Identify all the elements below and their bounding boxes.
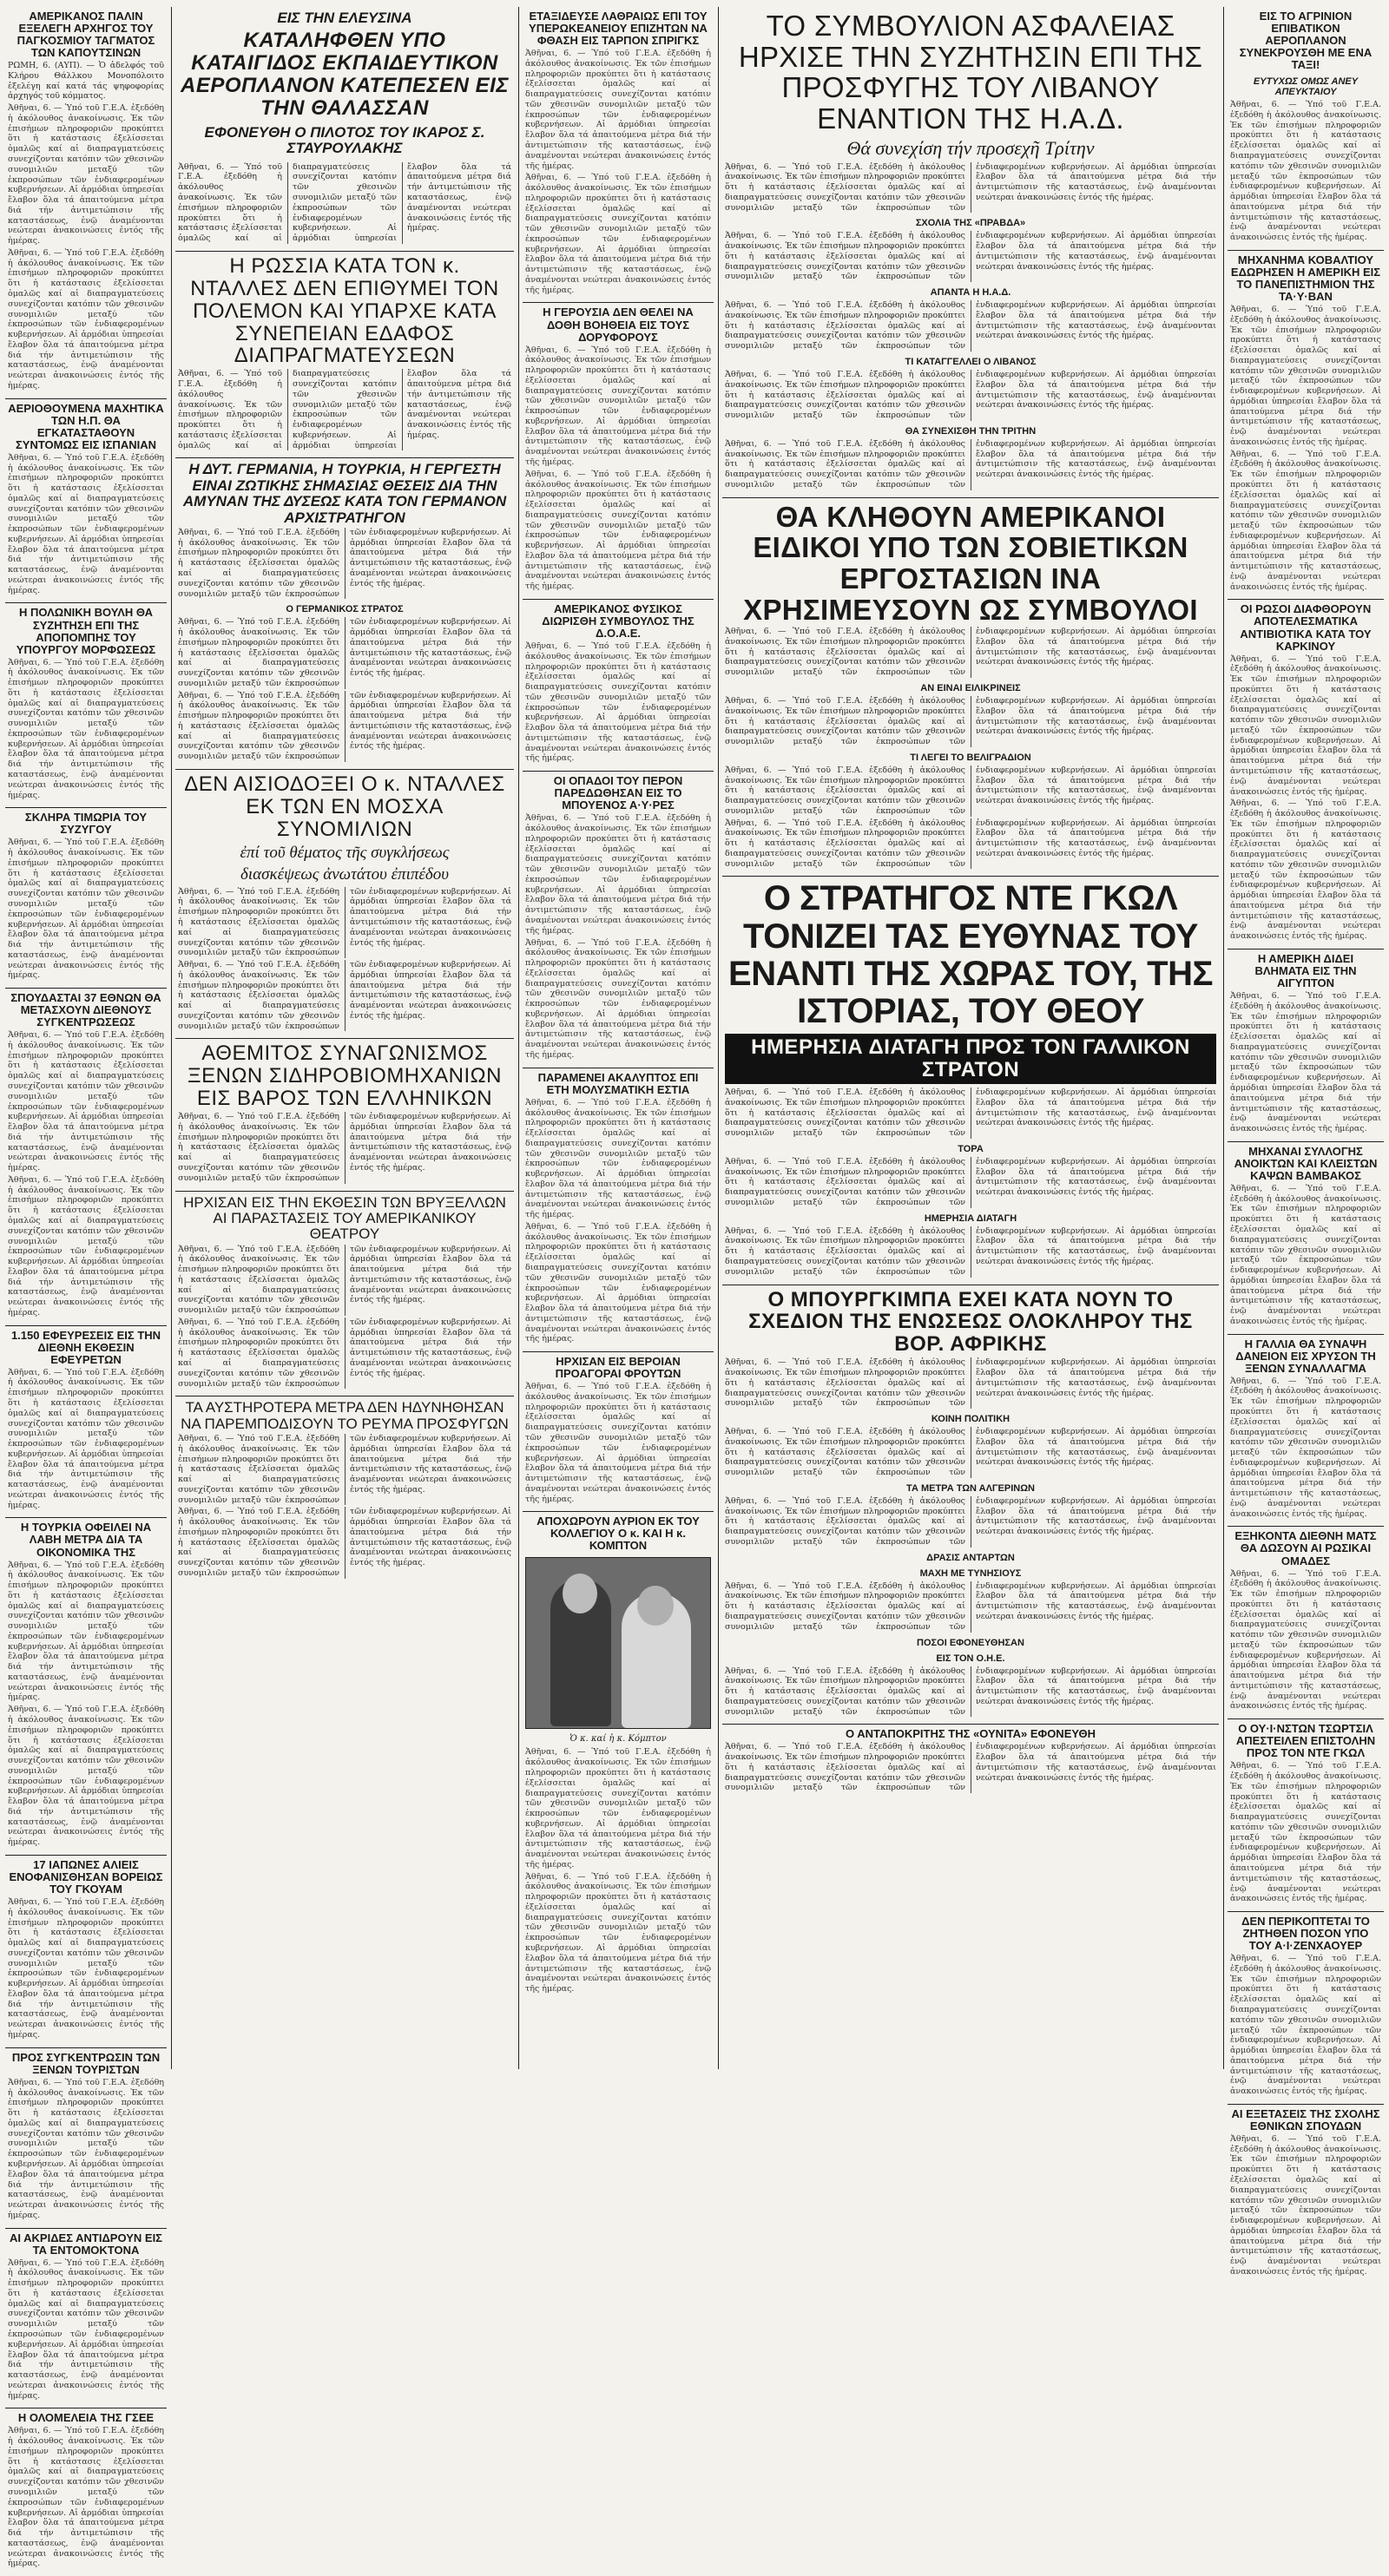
- headline: 1.150 ΕΦΕΥΡΕΣΕΙΣ ΕΙΣ ΤΗΝ ΔΙΕΘΝΗ ΕΚΘΕΣΙΝ ΕΦΕΥΡΕΤΩΝ: [10, 1328, 161, 1366]
- article-brussels: [175, 1192, 514, 1397]
- article-body: Ἀθῆναι, 6. — Ὑπό τοῦ Γ.Ε.Α. ἐξεδόθη ἡ ἀκόλουθος ἀνακοίνωσις. Ἐκ τῶν ἐπισήμων πληροφοριῶν προκύπτει ὅτι ἡ κατάστασις ἐξελίσσεται ὁμαλῶς καί αἱ διαπραγματεύσεις συνεχίζονται κατόπιν τῶν χθεσινῶν συνομιλιῶν μεταξύ τῶν ἐκπροσώπων τῶν ἐνδιαφερομένων κυβερνήσεων. Αἱ ἀρμόδιαι ὑπηρεσίαι ἔλαβον ὅλα τά ἀπαιτούμενα μέτρα διά τήν ἀντιμετώπισιν τῆς καταστάσεως, ἐνῷ ἀναμένονται νεώτεραι ἀνακοινώσεις ἐντός τῆς ἡμέρας.: [525, 173, 711, 295]
- article-body: Ἀθῆναι, 6. — Ὑπό τοῦ Γ.Ε.Α. ἐξεδόθη ἡ ἀκόλουθος ἀνακοίνωσις. Ἐκ τῶν ἐπισήμων πληροφοριῶν προκύπτει ὅτι ἡ κατάστασις ἐξελίσσεται ὁμαλῶς καί αἱ διαπραγματεύσεις συνεχίζονται κατόπιν τῶν χθεσινῶν συνομιλιῶν μεταξύ τῶν ἐκπροσώπων τῶν ἐνδιαφερομένων κυβερνήσεων. Αἱ ἀρμόδιαι ὑπηρεσίαι ἔλαβον ὅλα τά ἀπαιτούμενα μέτρα διά τήν ἀντιμετώπισιν τῆς καταστάσεως, ἐνῷ ἀναμένονται νεώτεραι ἀνακοινώσεις ἐντός τῆς ἡμέρας.: [1230, 449, 1381, 592]
- headline: Ο ΑΝΤΑΠΟΚΡΙΤΗΣ ΤΗΣ «ΟΥΝΙΤΑ» ΕΦΟΝΕΥΘΗ: [845, 1727, 1096, 1741]
- subheading: ΤΑ ΜΕΤΡΑ ΤΩΝ ΑΛΓΕΡΙΝΩΝ: [906, 1482, 1035, 1494]
- kicker: ΕΙΣ ΤΗΝ ΕΛΕΥΣΙΝΑ: [277, 10, 412, 26]
- headline: ΣΠΟΥΔΑΣΤΑΙ 37 ΕΘΝΩΝ ΘΑ ΜΕΤΑΣΧΟΥΝ ΔΙΕΘΝΟΥΣ ΣΥΓΚΕΝΤΡΩΣΕΩΣ: [10, 991, 161, 1029]
- article: [1228, 600, 1384, 950]
- headline: ΟΙ ΟΠΑΔΟΙ ΤΟΥ ΠΕΡΟΝ ΠΑΡΕΔΩΘΗΣΑΝ ΕΙΣ ΤΟ ΜΠΟΥΕΝΟΣ Α·Υ·ΡΕΣ: [553, 774, 683, 812]
- column-rule: [171, 7, 172, 2069]
- headline: Η ΠΟΛΩΝΙΚΗ ΒΟΥΛΗ ΘΑ ΣΥΖΗΤΗΣΗ ΕΠΙ ΤΗΣ ΑΠΟΠΟΜΠΗΣ ΤΟΥ ΥΠΟΥΡΓΟΥ ΜΟΡΦΩΣΕΩΣ: [16, 606, 156, 656]
- article-body: Ἀθῆναι, 6. — Ὑπό τοῦ Γ.Ε.Α. ἐξεδόθη ἡ ἀκόλουθος ἀνακοίνωσις. Ἐκ τῶν ἐπισήμων πληροφοριῶν προκύπτει ὅτι ἡ κατάστασις ἐξελίσσεται ὁμαλῶς καί αἱ διαπραγματεύσεις συνεχίζονται κατόπιν τῶν χθεσινῶν συνομιλιῶν μεταξύ τῶν ἐκπροσώπων τῶν ἐνδιαφερομένων κυβερνήσεων. Αἱ ἀρμόδιαι ὑπηρεσίαι ἔλαβον ὅλα τά ἀπαιτούμενα μέτρα διά τήν ἀντιμετώπισιν τῆς καταστάσεως, ἐνῷ ἀναμένονται νεώτεραι ἀνακοινώσεις ἐντός τῆς ἡμέρας.: [525, 1747, 711, 1870]
- article-body: Ἀθῆναι, 6. — Ὑπό τοῦ Γ.Ε.Α. ἐξεδόθη ἡ ἀκόλουθος ἀνακοίνωσις. Ἐκ τῶν ἐπισήμων πληροφοριῶν προκύπτει ὅτι ἡ κατάστασις ἐξελίσσεται ὁμαλῶς καί αἱ διαπραγματεύσεις συνεχίζονται κατόπιν τῶν χθεσινῶν συνομιλιῶν μεταξύ τῶν ἐκπροσώπων τῶν ἐνδιαφερομένων κυβερνήσεων. Αἱ ἀρμόδιαι ὑπηρεσίαι ἔλαβον ὅλα τά ἀπαιτούμενα μέτρα διά τήν ἀντιμετώπισιν τῆς καταστάσεως, ἐνῷ ἀναμένονται νεώτεραι ἀνακοινώσεις ἐντός τῆς ἡμέρας.: [525, 469, 711, 592]
- article-body: Ἀθῆναι, 6. — Ὑπό τοῦ Γ.Ε.Α. ἐξεδόθη ἡ ἀκόλουθος ἀνακοίνωσις. Ἐκ τῶν ἐπισήμων πληροφοριῶν προκύπτει ὅτι ἡ κατάστασις ἐξελίσσεται ὁμαλῶς καί αἱ διαπραγματεύσεις συνεχίζονται κατόπιν τῶν χθεσινῶν συνομιλιῶν μεταξύ τῶν ἐκπροσώπων τῶν ἐνδιαφερομένων κυβερνήσεων. Αἱ ἀρμόδιαι ὑπηρεσίαι ἔλαβον ὅλα τά ἀπαιτούμενα μέτρα διά τήν ἀντιμετώπισιν τῆς καταστάσεως, ἐνῷ ἀναμένονται νεώτεραι ἀνακοινώσεις ἐντός τῆς ἡμέρας.: [725, 1088, 1216, 1139]
- deck: διασκέψεως ἀνωτάτου ἐπιπέδου: [240, 864, 449, 884]
- article-body: Ἀθῆναι, 6. — Ὑπό τοῦ Γ.Ε.Α. ἐξεδόθη ἡ ἀκόλουθος ἀνακοίνωσις. Ἐκ τῶν ἐπισήμων πληροφοριῶν προκύπτει ὅτι ἡ κατάστασις ἐξελίσσεται ὁμαλῶς καί αἱ διαπραγματεύσεις συνεχίζονται κατόπιν τῶν χθεσινῶν συνομιλιῶν μεταξύ τῶν ἐκπροσώπων τῶν ἐνδιαφερομένων κυβερνήσεων. Αἱ ἀρμόδιαι ὑπηρεσίαι ἔλαβον ὅλα τά ἀπαιτούμενα μέτρα διά τήν ἀντιμετώπισιν τῆς καταστάσεως, ἐνῷ ἀναμένονται νεώτεραι ἀνακοινώσεις ἐντός τῆς ἡμέρας.: [178, 1244, 511, 1316]
- article-body: Ἀθῆναι, 6. — Ὑπό τοῦ Γ.Ε.Α. ἐξεδόθη ἡ ἀκόλουθος ἀνακοίνωσις. Ἐκ τῶν ἐπισήμων πληροφοριῶν προκύπτει ὅτι ἡ κατάστασις ἐξελίσσεται ὁμαλῶς καί αἱ διαπραγματεύσεις συνεχίζονται κατόπιν τῶν χθεσινῶν συνομιλιῶν μεταξύ τῶν ἐκπροσώπων τῶν ἐνδιαφερομένων κυβερνήσεων. Αἱ ἀρμόδιαι ὑπηρεσίαι ἔλαβον ὅλα τά ἀπαιτούμενα μέτρα διά τήν ἀντιμετώπισιν τῆς καταστάσεως, ἐνῷ ἀναμένονται νεώτεραι ἀνακοινώσεις ἐντός τῆς ἡμέρας.: [725, 1742, 1216, 1793]
- article-body: Ἀθῆναι, 6. — Ὑπό τοῦ Γ.Ε.Α. ἐξεδόθη ἡ ἀκόλουθος ἀνακοίνωσις. Ἐκ τῶν ἐπισήμων πληροφοριῶν προκύπτει ὅτι ἡ κατάστασις ἐξελίσσεται ὁμαλῶς καί αἱ διαπραγματεύσεις συνεχίζονται κατόπιν τῶν χθεσινῶν συνομιλιῶν μεταξύ τῶν ἐκπροσώπων τῶν ἐνδιαφερομένων κυβερνήσεων. Αἱ ἀρμόδιαι ὑπηρεσίαι ἔλαβον ὅλα τά ἀπαιτούμενα μέτρα διά τήν ἀντιμετώπισιν τῆς καταστάσεως, ἐνῷ ἀναμένονται νεώτεραι ἀνακοινώσεις ἐντός τῆς ἡμέρας.: [178, 161, 511, 244]
- subheading: ΕΙΣ ΤΟΝ Ο.Η.Ε.: [936, 1653, 1005, 1664]
- article: [5, 1326, 167, 1519]
- subheading: ΔΡΑΣΙΣ ΑΝΤΑΡΤΩΝ: [926, 1552, 1015, 1563]
- headline: ΤΟ ΣΥΜΒΟΥΛΙΟΝ ΑΣΦΑΛΕΙΑΣ ΗΡΧΙΣΕ ΤΗΝ ΣΥΖΗΤΗΣΙΝ ΕΠΙ ΤΗΣ ΠΡΟΣΦΥΓΗΣ ΤΟΥ ΛΙΒΑΝΟΥ ΕΝΑΝΤΙΟΝ ΤΗΣ Η.Α.Δ.: [738, 10, 1203, 135]
- article-body: Ἀθῆναι, 6. — Ὑπό τοῦ Γ.Ε.Α. ἐξεδόθη ἡ ἀκόλουθος ἀνακοίνωσις. Ἐκ τῶν ἐπισήμων πληροφοριῶν προκύπτει ὅτι ἡ κατάστασις ἐξελίσσεται ὁμαλῶς καί αἱ διαπραγματεύσεις συνεχίζονται κατόπιν τῶν χθεσινῶν συνομιλιῶν μεταξύ τῶν ἐκπροσώπων τῶν ἐνδιαφερομένων κυβερνήσεων. Αἱ ἀρμόδιαι ὑπηρεσίαι ἔλαβον ὅλα τά ἀπαιτούμενα μέτρα διά τήν ἀντιμετώπισιν τῆς καταστάσεως, ἐνῷ ἀναμένονται νεώτεραι ἀνακοινώσεις ἐντός τῆς ἡμέρας.: [725, 695, 1216, 747]
- headline: ΠΑΡΑΜΕΝΕΙ ΑΚΑΛΥΠΤΟΣ ΕΠΙ ΕΤΗ ΜΟΛΥΣΜΑΤΙΚΗ ΕΣΤΙΑ: [537, 1070, 699, 1096]
- headline: 17 ΙΑΠΩΝΕΣ ΑΛΙΕΙΣ ΕΝΟΦΑΝΙΣΘΗΣΑΝ ΒΟΡΕΙΩΣ ΤΟΥ ΓΚΟΥΑΜ: [9, 1857, 163, 1896]
- article: [523, 1352, 714, 1512]
- column-rule: [1223, 7, 1224, 2069]
- article-body: Ἀθῆναι, 6. — Ὑπό τοῦ Γ.Ε.Α. ἐξεδόθη ἡ ἀκόλουθος ἀνακοίνωσις. Ἐκ τῶν ἐπισήμων πληροφοριῶν προκύπτει ὅτι ἡ κατάστασις ἐξελίσσεται ὁμαλῶς καί αἱ διαπραγματεύσεις συνεχίζονται κατόπιν τῶν χθεσινῶν συνομιλιῶν μεταξύ τῶν ἐκπροσώπων τῶν ἐνδιαφερομένων κυβερνήσεων. Αἱ ἀρμόδιαι ὑπηρεσίαι ἔλαβον ὅλα τά ἀπαιτούμενα μέτρα διά τήν ἀντιμετώπισιν τῆς καταστάσεως, ἐνῷ ἀναμένονται νεώτεραι ἀνακοινώσεις ἐντός τῆς ἡμέρας.: [178, 369, 511, 450]
- article: [1228, 251, 1384, 601]
- article-bourguiba: [722, 1285, 1219, 1725]
- headline: ΜΗΧΑΝΗΜΑ ΚΟΒΑΛΤΙΟΥ ΕΔΩΡΗΣΕΝ Η ΑΜΕΡΙΚΗ ΕΙΣ ΤΟ ΠΑΝΕΠΙΣΤΗΜΙΟΝ ΤΗΣ ΤΑ·Υ·ΒΑΝ: [1230, 253, 1381, 303]
- article-body: Ἀθῆναι, 6. — Ὑπό τοῦ Γ.Ε.Α. ἐξεδόθη ἡ ἀκόλουθος ἀνακοίνωσις. Ἐκ τῶν ἐπισήμων πληροφοριῶν προκύπτει ὅτι ἡ κατάστασις ἐξελίσσεται ὁμαλῶς καί αἱ διαπραγματεύσεις συνεχίζονται κατόπιν τῶν χθεσινῶν συνομιλιῶν μεταξύ τῶν ἐκπροσώπων τῶν ἐνδιαφερομένων κυβερνήσεων. Αἱ ἀρμόδιαι ὑπηρεσίαι ἔλαβον ὅλα τά ἀπαιτούμενα μέτρα διά τήν ἀντιμετώπισιν τῆς καταστάσεως, ἐνῷ ἀναμένονται νεώτεραι ἀνακοινώσεις ἐντός τῆς ἡμέρας.: [8, 2257, 164, 2401]
- headline: ΑΕΡΙΟΘΟΥΜΕΝΑ ΜΑΧΗΤΙΚΑ ΤΩΝ Η.Π. ΘΑ ΕΓΚΑΤΑΣΤΑΘΟΥΝ ΣΥΝΤΟΜΩΣ ΕΙΣ ΙΣΠΑΝΙΑΝ: [8, 401, 164, 451]
- article-body: Ἀθῆναι, 6. — Ὑπό τοῦ Γ.Ε.Α. ἐξεδόθη ἡ ἀκόλουθος ἀνακοίνωσις. Ἐκ τῶν ἐπισήμων πληροφοριῶν προκύπτει ὅτι ἡ κατάστασις ἐξελίσσεται ὁμαλῶς καί αἱ διαπραγματεύσεις συνεχίζονται κατόπιν τῶν χθεσινῶν συνομιλιῶν μεταξύ τῶν ἐκπροσώπων τῶν ἐνδιαφερομένων κυβερνήσεων. Αἱ ἀρμόδιαι ὑπηρεσίαι ἔλαβον ὅλα τά ἀπαιτούμενα μέτρα διά τήν ἀντιμετώπισιν τῆς καταστάσεως, ἐνῷ ἀναμένονται νεώτεραι ἀνακοινώσεις ἐντός τῆς ἡμέρας.: [1230, 100, 1381, 243]
- headline: ΑΜΕΡΙΚΑΝΟΣ ΦΥΣΙΚΟΣ ΔΙΩΡΙΣΘΗ ΣΥΜΒΟΥΛΟΣ ΤΗΣ Δ.Ο.Α.Ε.: [542, 601, 694, 640]
- article-steel: [175, 1039, 514, 1191]
- article-body: Ἀθῆναι, 6. — Ὑπό τοῦ Γ.Ε.Α. ἐξεδόθη ἡ ἀκόλουθος ἀνακοίνωσις. Ἐκ τῶν ἐπισήμων πληροφοριῶν προκύπτει ὅτι ἡ κατάστασις ἐξελίσσεται ὁμαλῶς καί αἱ διαπραγματεύσεις συνεχίζονται κατόπιν τῶν χθεσινῶν συνομιλιῶν μεταξύ τῶν ἐκπροσώπων τῶν ἐνδιαφερομένων κυβερνήσεων. Αἱ ἀρμόδιαι ὑπηρεσίαι ἔλαβον ὅλα τά ἀπαιτούμενα μέτρα διά τήν ἀντιμετώπισιν τῆς καταστάσεως, ἐνῷ ἀναμένονται νεώτεραι ἀνακοινώσεις ἐντός τῆς ἡμέρας.: [8, 1705, 164, 1848]
- headline: ΑΙ ΕΞΕΤΑΣΕΙΣ ΤΗΣ ΣΧΟΛΗΣ ΕΘΝΙΚΩΝ ΣΠΟΥΔΩΝ: [1231, 2106, 1380, 2132]
- headline: ΤΑ ΑΥΣΤΗΡΟΤΕΡΑ ΜΕΤΡΑ ΔΕΝ ΗΔΥΝΗΘΗΣΑΝ ΝΑ ΠΑΡΕΜΠΟΔΙΣΟΥΝ ΤΟ ΡΕΥΜΑ ΠΡΟΣΦΥΓΩΝ: [181, 1399, 509, 1432]
- article: [1228, 1142, 1384, 1335]
- subheading: Ο ΓΕΡΜΑΝΙΚΟΣ ΣΤΡΑΤΟΣ: [286, 604, 404, 615]
- column-6: [1228, 7, 1384, 2277]
- headline: Η ΔΥΤ. ΓΕΡΜΑΝΙΑ, Η ΤΟΥΡΚΙΑ, Η ΓΕΡΓΕΣΤΗ ΕΙΝΑΙ ΖΩΤΙΚΗΣ ΣΗΜΑΣΙΑΣ ΘΕΣΕΙΣ ΔΙΑ ΤΗΝ ΑΜΥΝΑΝ ΤΗΣ ΔΥΣΕΩΣ ΚΑΤΑ ΤΟΝ ΓΕΡΜΑΝΟΝ ΑΡΧΙΣΤΡΑΤΗΓΟΝ: [182, 461, 507, 526]
- article: [5, 808, 167, 989]
- article-body: Ἀθῆναι, 6. — Ὑπό τοῦ Γ.Ε.Α. ἐξεδόθη ἡ ἀκόλουθος ἀνακοίνωσις. Ἐκ τῶν ἐπισήμων πληροφοριῶν προκύπτει ὅτι ἡ κατάστασις ἐξελίσσεται ὁμαλῶς καί αἱ διαπραγματεύσεις συνεχίζονται κατόπιν τῶν χθεσινῶν συνομιλιῶν μεταξύ τῶν ἐκπροσώπων τῶν ἐνδιαφερομένων κυβερνήσεων. Αἱ ἀρμόδιαι ὑπηρεσίαι ἔλαβον ὅλα τά ἀπαιτούμενα μέτρα διά τήν ἀντιμετώπισιν τῆς καταστάσεως, ἐνῷ ἀναμένονται νεώτεραι ἀνακοινώσεις ἐντός τῆς ἡμέρας.: [725, 1427, 1216, 1478]
- article: [1228, 2105, 1384, 2284]
- article-body: Ἀθῆναι, 6. — Ὑπό τοῦ Γ.Ε.Α. ἐξεδόθη ἡ ἀκόλουθος ἀνακοίνωσις. Ἐκ τῶν ἐπισήμων πληροφοριῶν προκύπτει ὅτι ἡ κατάστασις ἐξελίσσεται ὁμαλῶς καί αἱ διαπραγματεύσεις συνεχίζονται κατόπιν τῶν χθεσινῶν συνομιλιῶν μεταξύ τῶν ἐκπροσώπων τῶν ἐνδιαφερομένων κυβερνήσεων. Αἱ ἀρμόδιαι ὑπηρεσίαι ἔλαβον ὅλα τά ἀπαιτούμενα μέτρα διά τήν ἀντιμετώπισιν τῆς καταστάσεως, ἐνῷ ἀναμένονται νεώτεραι ἀνακοινώσεις ἐντός τῆς ἡμέρας.: [525, 49, 711, 171]
- article-body: Ἀθῆναι, 6. — Ὑπό τοῦ Γ.Ε.Α. ἐξεδόθη ἡ ἀκόλουθος ἀνακοίνωσις. Ἐκ τῶν ἐπισήμων πληροφοριῶν προκύπτει ὅτι ἡ κατάστασις ἐξελίσσεται ὁμαλῶς καί αἱ διαπραγματεύσεις συνεχίζονται κατόπιν τῶν χθεσινῶν συνομιλιῶν μεταξύ τῶν ἐκπροσώπων τῶν ἐνδιαφερομένων κυβερνήσεων. Αἱ ἀρμόδιαι ὑπηρεσίαι ἔλαβον ὅλα τά ἀπαιτούμενα μέτρα διά τήν ἀντιμετώπισιν τῆς καταστάσεως, ἐνῷ ἀναμένονται νεώτεραι ἀνακοινώσεις ἐντός τῆς ἡμέρας.: [1230, 991, 1381, 1134]
- article: [5, 1518, 167, 1856]
- article-body: Ἀθῆναι, 6. — Ὑπό τοῦ Γ.Ε.Α. ἐξεδόθη ἡ ἀκόλουθος ἀνακοίνωσις. Ἐκ τῶν ἐπισήμων πληροφοριῶν προκύπτει ὅτι ἡ κατάστασις ἐξελίσσεται ὁμαλῶς καί αἱ διαπραγματεύσεις συνεχίζονται κατόπιν τῶν χθεσινῶν συνομιλιῶν μεταξύ τῶν ἐκπροσώπων τῶν ἐνδιαφερομένων κυβερνήσεων. Αἱ ἀρμόδιαι ὑπηρεσίαι ἔλαβον ὅλα τά ἀπαιτούμενα μέτρα διά τήν ἀντιμετώπισιν τῆς καταστάσεως, ἐνῷ ἀναμένονται νεώτεραι ἀνακοινώσεις ἐντός τῆς ἡμέρας.: [725, 438, 1216, 490]
- article-degaulle: [722, 877, 1219, 1285]
- article-body: Ἀθῆναι, 6. — Ὑπό τοῦ Γ.Ε.Α. ἐξεδόθη ἡ ἀκόλουθος ἀνακοίνωσις. Ἐκ τῶν ἐπισήμων πληροφοριῶν προκύπτει ὅτι ἡ κατάστασις ἐξελίσσεται ὁμαλῶς καί αἱ διαπραγματεύσεις συνεχίζονται κατόπιν τῶν χθεσινῶν συνομιλιῶν μεταξύ τῶν ἐκπροσώπων τῶν ἐνδιαφερομένων κυβερνήσεων. Αἱ ἀρμόδιαι ὑπηρεσίαι ἔλαβον ὅλα τά ἀπαιτούμενα μέτρα διά τήν ἀντιμετώπισιν τῆς καταστάσεως, ἐνῷ ἀναμένονται νεώτεραι ἀνακοινώσεις ἐντός τῆς ἡμέρας.: [525, 1221, 711, 1344]
- headline: ΟΙ ΡΩΣΟΙ ΔΙΑΦΘΟΡΟΥΝ ΑΠΟΤΕΛΕΣΜΑΤΙΚΑ ΑΝΤΙΒΙΟΤΙΚΑ ΚΑΤΑ ΤΟΥ ΚΑΡΚΙΝΟΥ: [1240, 602, 1372, 653]
- article-body: Ἀθῆναι, 6. — Ὑπό τοῦ Γ.Ε.Α. ἐξεδόθη ἡ ἀκόλουθος ἀνακοίνωσις. Ἐκ τῶν ἐπισήμων πληροφοριῶν προκύπτει ὅτι ἡ κατάστασις ἐξελίσσεται ὁμαλῶς καί αἱ διαπραγματεύσεις συνεχίζονται κατόπιν τῶν χθεσινῶν συνομιλιῶν μεταξύ τῶν ἐκπροσώπων τῶν ἐνδιαφερομένων κυβερνήσεων. Αἱ ἀρμόδιαι ὑπηρεσίαι ἔλαβον ὅλα τά ἀπαιτούμενα μέτρα διά τήν ἀντιμετώπισιν τῆς καταστάσεως, ἐνῷ ἀναμένονται νεώτεραι ἀνακοινώσεις ἐντός τῆς ἡμέρας.: [1230, 654, 1381, 797]
- headline: Ο ΜΠΟΥΡΓΚΙΜΠΑ ΕΧΕΙ ΚΑΤΑ ΝΟΥΝ ΤΟ ΣΧΕΔΙΟΝ ΤΗΣ ΕΝΩΣΕΩΣ ΟΛΟΚΛΗΡΟΥ ΤΗΣ ΒΟΡ. ΑΦΡΙΚΗΣ: [748, 1287, 1193, 1357]
- headline: ΘΑ ΚΛΗΘΟΥΝ ΑΜΕΡΙΚΑΝΟΙ ΕΙΔΙΚΟΙ ΥΠΟ ΤΩΝ ΣΟΒΙΕΤΙΚΩΝ ΕΡΓΟΣΤΑΣΙΩΝ ΙΝΑ ΧΡΗΣΙΜΕΥΣΟΥΝ ΩΣ ΣΥΜΒΟΥΛΟΙ: [743, 500, 1198, 626]
- article: [5, 2408, 167, 2576]
- article-body: Ἀθῆναι, 6. — Ὑπό τοῦ Γ.Ε.Α. ἐξεδόθη ἡ ἀκόλουθος ἀνακοίνωσις. Ἐκ τῶν ἐπισήμων πληροφοριῶν προκύπτει ὅτι ἡ κατάστασις ἐξελίσσεται ὁμαλῶς καί αἱ διαπραγματεύσεις συνεχίζονται κατόπιν τῶν χθεσινῶν συνομιλιῶν μεταξύ τῶν ἐκπροσώπων τῶν ἐνδιαφερομένων κυβερνήσεων. Αἱ ἀρμόδιαι ὑπηρεσίαι ἔλαβον ὅλα τά ἀπαιτούμενα μέτρα διά τήν ἀντιμετώπισιν τῆς καταστάσεως, ἐνῷ ἀναμένονται νεώτεραι ἀνακοινώσεις ἐντός τῆς ἡμέρας.: [8, 1897, 164, 2040]
- article: [523, 1068, 714, 1352]
- headline: ΑΠΟΧΩΡΟΥΝ ΑΥΡΙΟΝ ΕΚ ΤΟΥ ΚΟΛΛΕΓΙΟΥ Ο κ. ΚΑΙ Η κ. ΚΟΜΠΤΟΝ: [537, 1515, 700, 1553]
- article-refugees: [175, 1396, 514, 1585]
- article-body: Ἀθῆναι, 6. — Ὑπό τοῦ Γ.Ε.Α. ἐξεδόθη ἡ ἀκόλουθος ἀνακοίνωσις. Ἐκ τῶν ἐπισήμων πληροφοριῶν προκύπτει ὅτι ἡ κατάστασις ἐξελίσσεται ὁμαλῶς καί αἱ διαπραγματεύσεις συνεχίζονται κατόπιν τῶν χθεσινῶν συνομιλιῶν μεταξύ τῶν ἐκπροσώπων τῶν ἐνδιαφερομένων κυβερνήσεων. Αἱ ἀρμόδιαι ὑπηρεσίαι ἔλαβον ὅλα τά ἀπαιτούμενα μέτρα διά τήν ἀντιμετώπισιν τῆς καταστάσεως, ἐνῷ ἀναμένονται νεώτεραι ἀνακοινώσεις ἐντός τῆς ἡμέρας.: [8, 2426, 164, 2569]
- article-body: Ἀθῆναι, 6. — Ὑπό τοῦ Γ.Ε.Α. ἐξεδόθη ἡ ἀκόλουθος ἀνακοίνωσις. Ἐκ τῶν ἐπισήμων πληροφοριῶν προκύπτει ὅτι ἡ κατάστασις ἐξελίσσεται ὁμαλῶς καί αἱ διαπραγματεύσεις συνεχίζονται κατόπιν τῶν χθεσινῶν συνομιλιῶν μεταξύ τῶν ἐκπροσώπων τῶν ἐνδιαφερομένων κυβερνήσεων. Αἱ ἀρμόδιαι ὑπηρεσίαι ἔλαβον ὅλα τά ἀπαιτούμενα μέτρα διά τήν ἀντιμετώπισιν τῆς καταστάσεως, ἐνῷ ἀναμένονται νεώτεραι ἀνακοινώσεις ἐντός τῆς ἡμέρας.: [725, 369, 1216, 421]
- article-body: Ἀθῆναι, 6. — Ὑπό τοῦ Γ.Ε.Α. ἐξεδόθη ἡ ἀκόλουθος ἀνακοίνωσις. Ἐκ τῶν ἐπισήμων πληροφοριῶν προκύπτει ὅτι ἡ κατάστασις ἐξελίσσεται ὁμαλῶς καί αἱ διαπραγματεύσεις συνεχίζονται κατόπιν τῶν χθεσινῶν συνομιλιῶν μεταξύ τῶν ἐκπροσώπων τῶν ἐνδιαφερομένων κυβερνήσεων. Αἱ ἀρμόδιαι ὑπηρεσίαι ἔλαβον ὅλα τά ἀπαιτούμενα μέτρα διά τήν ἀντιμετώπισιν τῆς καταστάσεως, ἐνῷ ἀναμένονται νεώτεραι ἀνακοινώσεις ἐντός τῆς ἡμέρας.: [525, 1871, 711, 1994]
- article-soviet: [722, 498, 1219, 877]
- subheading: ΑΠΑΝΤΑ Η Η.Α.Δ.: [930, 287, 1011, 299]
- article-body: Ἀθῆναι, 6. — Ὑπό τοῦ Γ.Ε.Α. ἐξεδόθη ἡ ἀκόλουθος ἀνακοίνωσις. Ἐκ τῶν ἐπισήμων πληροφοριῶν προκύπτει ὅτι ἡ κατάστασις ἐξελίσσεται ὁμαλῶς καί αἱ διαπραγματεύσεις συνεχίζονται κατόπιν τῶν χθεσινῶν συνομιλιῶν μεταξύ τῶν ἐκπροσώπων τῶν ἐνδιαφερομένων κυβερνήσεων. Αἱ ἀρμόδιαι ὑπηρεσίαι ἔλαβον ὅλα τά ἀπαιτούμενα μέτρα διά τήν ἀντιμετώπισιν τῆς καταστάσεως, ἐνῷ ἀναμένονται νεώτεραι ἀνακοινώσεις ἐντός τῆς ἡμέρας.: [1230, 1761, 1381, 1904]
- subheading: ΑΝ ΕΙΝΑΙ ΕΙΛΙΚΡΙΝΕΙΣ: [920, 682, 1021, 693]
- headline: ΣΚΛΗΡΑ ΤΙΜΩΡΙΑ ΤΟΥ ΣΥΖΥΓΟΥ: [24, 811, 148, 837]
- article: [1228, 1335, 1384, 1528]
- headline: Η ΓΕΡΟΥΣΙΑ ΔΕΝ ΘΕΛΕΙ ΝΑ ΔΟΘΗ ΒΟΗΘΕΙΑ ΕΙΣ ΤΟΥΣ ΔΟΡΥΦΟΡΟΥΣ: [543, 306, 694, 344]
- article-body: Ἀθῆναι, 6. — Ὑπό τοῦ Γ.Ε.Α. ἐξεδόθη ἡ ἀκόλουθος ἀνακοίνωσις. Ἐκ τῶν ἐπισήμων πληροφοριῶν προκύπτει ὅτι ἡ κατάστασις ἐξελίσσεται ὁμαλῶς καί αἱ διαπραγματεύσεις συνεχίζονται κατόπιν τῶν χθεσινῶν συνομιλιῶν μεταξύ τῶν ἐκπροσώπων τῶν ἐνδιαφερομένων κυβερνήσεων. Αἱ ἀρμόδιαι ὑπηρεσίαι ἔλαβον ὅλα τά ἀπαιτούμενα μέτρα διά τήν ἀντιμετώπισιν τῆς καταστάσεως, ἐνῷ ἀναμένονται νεώτεραι ἀνακοινώσεις ἐντός τῆς ἡμέρας.: [8, 103, 164, 246]
- article-body: Ἀθῆναι, 6. — Ὑπό τοῦ Γ.Ε.Α. ἐξεδόθη ἡ ἀκόλουθος ἀνακοίνωσις. Ἐκ τῶν ἐπισήμων πληροφοριῶν προκύπτει ὅτι ἡ κατάστασις ἐξελίσσεται ὁμαλῶς καί αἱ διαπραγματεύσεις συνεχίζονται κατόπιν τῶν χθεσινῶν συνομιλιῶν μεταξύ τῶν ἐκπροσώπων τῶν ἐνδιαφερομένων κυβερνήσεων. Αἱ ἀρμόδιαι ὑπηρεσίαι ἔλαβον ὅλα τά ἀπαιτούμενα μέτρα διά τήν ἀντιμετώπισιν τῆς καταστάσεως, ἐνῷ ἀναμένονται νεώτεραι ἀνακοινώσεις ἐντός τῆς ἡμέρας.: [525, 813, 711, 936]
- headline: ΚΑΤΑΛΗΦΘΕΝ ΥΠΟ ΚΑΤΑΙΓΙΔΟΣ ΕΚΠΑΙΔΕΥΤΙΚΟΝ ΑΕΡΟΠΛΑΝΟΝ ΚΑΤΕΠΕΣΕΝ ΕΙΣ ΤΗΝ ΘΑΛΑΣΣΑΝ: [181, 29, 509, 121]
- article-body: Ἀθῆναι, 6. — Ὑπό τοῦ Γ.Ε.Α. ἐξεδόθη ἡ ἀκόλουθος ἀνακοίνωσις. Ἐκ τῶν ἐπισήμων πληροφοριῶν προκύπτει ὅτι ἡ κατάστασις ἐξελίσσεται ὁμαλῶς καί αἱ διαπραγματεύσεις συνεχίζονται κατόπιν τῶν χθεσινῶν συνομιλιῶν μεταξύ τῶν ἐκπροσώπων τῶν ἐνδιαφερομένων κυβερνήσεων. Αἱ ἀρμόδιαι ὑπηρεσίαι ἔλαβον ὅλα τά ἀπαιτούμενα μέτρα διά τήν ἀντιμετώπισιν τῆς καταστάσεως, ἐνῷ ἀναμένονται νεώτεραι ἀνακοινώσεις ἐντός τῆς ἡμέρας.: [178, 1507, 511, 1578]
- headline: ΗΡΧΙΣΑΝ ΕΙΣ ΒΕΡΟΙΑΝ ΠΡΟΑΓΟΡΑΙ ΦΡΟΥΤΩΝ: [555, 1355, 681, 1381]
- deck: Θά συνεχίση τήν προσεχῆ Τρίτην: [846, 136, 1095, 159]
- article-body: Ἀθῆναι, 6. — Ὑπό τοῦ Γ.Ε.Α. ἐξεδόθη ἡ ἀκόλουθος ἀνακοίνωσις. Ἐκ τῶν ἐπισήμων πληροφοριῶν προκύπτει ὅτι ἡ κατάστασις ἐξελίσσεται ὁμαλῶς καί αἱ διαπραγματεύσεις συνεχίζονται κατόπιν τῶν χθεσινῶν συνομιλιῶν μεταξύ τῶν ἐκπροσώπων τῶν ἐνδιαφερομένων κυβερνήσεων. Αἱ ἀρμόδιαι ὑπηρεσίαι ἔλαβον ὅλα τά ἀπαιτούμενα μέτρα διά τήν ἀντιμετώπισιν τῆς καταστάσεως, ἐνῷ ἀναμένονται νεώτεραι ἀνακοινώσεις ἐντός τῆς ἡμέρας.: [178, 960, 511, 1031]
- headline: Η ΑΜΕΡΙΚΗ ΔΙΔΕΙ ΒΛΗΜΑΤΑ ΕΙΣ ΤΗΝ ΑΙΓΥΠΤΟΝ: [1254, 952, 1357, 990]
- article-russia: [175, 252, 514, 459]
- article: [523, 7, 714, 303]
- headline: ΔΕΝ ΠΕΡΙΚΟΠΤΕΤΑΙ ΤΟ ΖΗΤΗΘΕΝ ΠΟΣΟΝ ΥΠΟ ΤΟΥ Α·Ι·ΖΕΝΧΑΟΥΕΡ: [1241, 1915, 1370, 1953]
- article-body: Ἀθῆναι, 6. — Ὑπό τοῦ Γ.Ε.Α. ἐξεδόθη ἡ ἀκόλουθος ἀνακοίνωσις. Ἐκ τῶν ἐπισήμων πληροφοριῶν προκύπτει ὅτι ἡ κατάστασις ἐξελίσσεται ὁμαλῶς καί αἱ διαπραγματεύσεις συνεχίζονται κατόπιν τῶν χθεσινῶν συνομιλιῶν μεταξύ τῶν ἐκπροσώπων τῶν ἐνδιαφερομένων κυβερνήσεων. Αἱ ἀρμόδιαι ὑπηρεσίαι ἔλαβον ὅλα τά ἀπαιτούμενα μέτρα διά τήν ἀντιμετώπισιν τῆς καταστάσεως, ἐνῷ ἀναμένονται νεώτεραι ἀνακοινώσεις ἐντός τῆς ἡμέρας.: [725, 231, 1216, 282]
- photo: [525, 1557, 711, 1729]
- article-body: Ἀθῆναι, 6. — Ὑπό τοῦ Γ.Ε.Α. ἐξεδόθη ἡ ἀκόλουθος ἀνακοίνωσις. Ἐκ τῶν ἐπισήμων πληροφοριῶν προκύπτει ὅτι ἡ κατάστασις ἐξελίσσεται ὁμαλῶς καί αἱ διαπραγματεύσεις συνεχίζονται κατόπιν τῶν χθεσινῶν συνομιλιῶν μεταξύ τῶν ἐκπροσώπων τῶν ἐνδιαφερομένων κυβερνήσεων. Αἱ ἀρμόδιαι ὑπηρεσίαι ἔλαβον ὅλα τά ἀπαιτούμενα μέτρα διά τήν ἀντιμετώπισιν τῆς καταστάσεως, ἐνῷ ἀναμένονται νεώτεραι ἀνακοινώσεις ἐντός τῆς ἡμέρας.: [1230, 1376, 1381, 1519]
- article-body: Ἀθῆναι, 6. — Ὑπό τοῦ Γ.Ε.Α. ἐξεδόθη ἡ ἀκόλουθος ἀνακοίνωσις. Ἐκ τῶν ἐπισήμων πληροφοριῶν προκύπτει ὅτι ἡ κατάστασις ἐξελίσσεται ὁμαλῶς καί αἱ διαπραγματεύσεις συνεχίζονται κατόπιν τῶν χθεσινῶν συνομιλιῶν μεταξύ τῶν ἐκπροσώπων τῶν ἐνδιαφερομένων κυβερνήσεων. Αἱ ἀρμόδιαι ὑπηρεσίαι ἔλαβον ὅλα τά ἀπαιτούμενα μέτρα διά τήν ἀντιμετώπισιν τῆς καταστάσεως, ἐνῷ ἀναμένονται νεώτεραι ἀνακοινώσεις ἐντός τῆς ἡμέρας.: [178, 886, 511, 958]
- article: [5, 399, 167, 604]
- article: [5, 1856, 167, 2048]
- article-compton: [523, 1512, 714, 2001]
- article-body: Ἀθῆναι, 6. — Ὑπό τοῦ Γ.Ε.Α. ἐξεδόθη ἡ ἀκόλουθος ἀνακοίνωσις. Ἐκ τῶν ἐπισήμων πληροφοριῶν προκύπτει ὅτι ἡ κατάστασις ἐξελίσσεται ὁμαλῶς καί αἱ διαπραγματεύσεις συνεχίζονται κατόπιν τῶν χθεσινῶν συνομιλιῶν μεταξύ τῶν ἐκπροσώπων τῶν ἐνδιαφερομένων κυβερνήσεων. Αἱ ἀρμόδιαι ὑπηρεσίαι ἔλαβον ὅλα τά ἀπαιτούμενα μέτρα διά τήν ἀντιμετώπισιν τῆς καταστάσεως, ἐνῷ ἀναμένονται νεώτεραι ἀνακοινώσεις ἐντός τῆς ἡμέρας.: [1230, 1568, 1381, 1712]
- article-body: Ἀθῆναι, 6. — Ὑπό τοῦ Γ.Ε.Α. ἐξεδόθη ἡ ἀκόλουθος ἀνακοίνωσις. Ἐκ τῶν ἐπισήμων πληροφοριῶν προκύπτει ὅτι ἡ κατάστασις ἐξελίσσεται ὁμαλῶς καί αἱ διαπραγματεύσεις συνεχίζονται κατόπιν τῶν χθεσινῶν συνομιλιῶν μεταξύ τῶν ἐκπροσώπων τῶν ἐνδιαφερομένων κυβερνήσεων. Αἱ ἀρμόδιαι ὑπηρεσίαι ἔλαβον ὅλα τά ἀπαιτούμενα μέτρα διά τήν ἀντιμετώπισιν τῆς καταστάσεως, ἐνῷ ἀναμένονται νεώτεραι ἀνακοινώσεις ἐντός τῆς ἡμέρας.: [8, 2077, 164, 2220]
- subheading: ΠΟΣΟΙ ΕΦΟΝΕΥΘΗΣΑΝ: [917, 1637, 1024, 1648]
- headline: ΔΕΝ ΑΙΣΙΟΔΟΞΕΙ Ο κ. ΝΤΑΛΛΕΣ ΕΚ ΤΩΝ ΕΝ ΜΟΣΧΑ ΣΥΝΟΜΙΛΙΩΝ: [184, 772, 505, 841]
- article-body: Ἀθῆναι, 6. — Ὑπό τοῦ Γ.Ε.Α. ἐξεδόθη ἡ ἀκόλουθος ἀνακοίνωσις. Ἐκ τῶν ἐπισήμων πληροφοριῶν προκύπτει ὅτι ἡ κατάστασις ἐξελίσσεται ὁμαλῶς καί αἱ διαπραγματεύσεις συνεχίζονται κατόπιν τῶν χθεσινῶν συνομιλιῶν μεταξύ τῶν ἐκπροσώπων τῶν ἐνδιαφερομένων κυβερνήσεων. Αἱ ἀρμόδιαι ὑπηρεσίαι ἔλαβον ὅλα τά ἀπαιτούμενα μέτρα διά τήν ἀντιμετώπισιν τῆς καταστάσεως, ἐνῷ ἀναμένονται νεώτεραι ἀνακοινώσεις ἐντός τῆς ἡμέρας.: [1230, 305, 1381, 447]
- article: [523, 772, 714, 1068]
- article-body: Ἀθῆναι, 6. — Ὑπό τοῦ Γ.Ε.Α. ἐξεδόθη ἡ ἀκόλουθος ἀνακοίνωσις. Ἐκ τῶν ἐπισήμων πληροφοριῶν προκύπτει ὅτι ἡ κατάστασις ἐξελίσσεται ὁμαλῶς καί αἱ διαπραγματεύσεις συνεχίζονται κατόπιν τῶν χθεσινῶν συνομιλιῶν μεταξύ τῶν ἐκπροσώπων τῶν ἐνδιαφερομένων κυβερνήσεων. Αἱ ἀρμόδιαι ὑπηρεσίαι ἔλαβον ὅλα τά ἀπαιτούμενα μέτρα διά τήν ἀντιμετώπισιν τῆς καταστάσεως, ἐνῷ ἀναμένονται νεώτεραι ἀνακοινώσεις ἐντός τῆς ἡμέρας.: [8, 247, 164, 391]
- headline: Ο ΟΥ·Ι·ΝΣΤΩΝ ΤΣΩΡΤΣΙΛ ΑΠΕΣΤΕΙΛΕΝ ΕΠΙΣΤΟΛΗΝ ΠΡΟΣ ΤΟΝ ΝΤΕ ΓΚΩΛ: [1235, 1722, 1376, 1760]
- article: [1228, 7, 1384, 251]
- article-body: Ἀθῆναι, 6. — Ὑπό τοῦ Γ.Ε.Α. ἐξεδόθη ἡ ἀκόλουθος ἀνακοίνωσις. Ἐκ τῶν ἐπισήμων πληροφοριῶν προκύπτει ὅτι ἡ κατάστασις ἐξελίσσεται ὁμαλῶς καί αἱ διαπραγματεύσεις συνεχίζονται κατόπιν τῶν χθεσινῶν συνομιλιῶν μεταξύ τῶν ἐκπροσώπων τῶν ἐνδιαφερομένων κυβερνήσεων. Αἱ ἀρμόδιαι ὑπηρεσίαι ἔλαβον ὅλα τά ἀπαιτούμενα μέτρα διά τήν ἀντιμετώπισιν τῆς καταστάσεως, ἐνῷ ἀναμένονται νεώτεραι ἀνακοινώσεις ἐντός τῆς ἡμέρας.: [525, 1097, 711, 1220]
- subheading: ΚΟΙΝΗ ΠΟΛΙΤΙΚΗ: [931, 1414, 1010, 1425]
- article: [5, 2229, 167, 2409]
- article-body: Ἀθῆναι, 6. — Ὑπό τοῦ Γ.Ε.Α. ἐξεδόθη ἡ ἀκόλουθος ἀνακοίνωσις. Ἐκ τῶν ἐπισήμων πληροφοριῶν προκύπτει ὅτι ἡ κατάστασις ἐξελίσσεται ὁμαλῶς καί αἱ διαπραγματεύσεις συνεχίζονται κατόπιν τῶν χθεσινῶν συνομιλιῶν μεταξύ τῶν ἐκπροσώπων τῶν ἐνδιαφερομένων κυβερνήσεων. Αἱ ἀρμόδιαι ὑπηρεσίαι ἔλαβον ὅλα τά ἀπαιτούμενα μέτρα διά τήν ἀντιμετώπισιν τῆς καταστάσεως, ἐνῷ ἀναμένονται νεώτεραι ἀνακοινώσεις ἐντός τῆς ἡμέρας.: [8, 452, 164, 595]
- headline: Ο ΣΤΡΑΤΗΓΟΣ ΝΤΕ ΓΚΩΛ ΤΟΝΙΖΕΙ ΤΑΣ ΕΥΘΥΝΑΣ ΤΟΥ ΕΝΑΝΤΙ ΤΗΣ ΧΩΡΑΣ ΤΟΥ, ΤΗΣ ΙΣΤΟΡΙΑΣ, ΤΟΥ ΘΕΟΥ: [728, 879, 1213, 1031]
- article-body: Ἀθῆναι, 6. — Ὑπό τοῦ Γ.Ε.Α. ἐξεδόθη ἡ ἀκόλουθος ἀνακοίνωσις. Ἐκ τῶν ἐπισήμων πληροφοριῶν προκύπτει ὅτι ἡ κατάστασις ἐξελίσσεται ὁμαλῶς καί αἱ διαπραγματεύσεις συνεχίζονται κατόπιν τῶν χθεσινῶν συνομιλιῶν μεταξύ τῶν ἐκπροσώπων τῶν ἐνδιαφερομένων κυβερνήσεων. Αἱ ἀρμόδιαι ὑπηρεσίαι ἔλαβον ὅλα τά ἀπαιτούμενα μέτρα διά τήν ἀντιμετώπισιν τῆς καταστάσεως, ἐνῷ ἀναμένονται νεώτεραι ἀνακοινώσεις ἐντός τῆς ἡμέρας.: [725, 627, 1216, 678]
- article-body: Ἀθῆναι, 6. — Ὑπό τοῦ Γ.Ε.Α. ἐξεδόθη ἡ ἀκόλουθος ἀνακοίνωσις. Ἐκ τῶν ἐπισήμων πληροφοριῶν προκύπτει ὅτι ἡ κατάστασις ἐξελίσσεται ὁμαλῶς καί αἱ διαπραγματεύσεις συνεχίζονται κατόπιν τῶν χθεσινῶν συνομιλιῶν μεταξύ τῶν ἐκπροσώπων τῶν ἐνδιαφερομένων κυβερνήσεων. Αἱ ἀρμόδιαι ὑπηρεσίαι ἔλαβον ὅλα τά ἀπαιτούμενα μέτρα διά τήν ἀντιμετώπισιν τῆς καταστάσεως, ἐνῷ ἀναμένονται νεώτεραι ἀνακοινώσεις ἐντός τῆς ἡμέρας.: [178, 1317, 511, 1389]
- column-1: [5, 7, 167, 2569]
- article-eleusis: [175, 7, 514, 252]
- article-body: Ἀθῆναι, 6. — Ὑπό τοῦ Γ.Ε.Α. ἐξεδόθη ἡ ἀκόλουθος ἀνακοίνωσις. Ἐκ τῶν ἐπισήμων πληροφοριῶν προκύπτει ὅτι ἡ κατάστασις ἐξελίσσεται ὁμαλῶς καί αἱ διαπραγματεύσεις συνεχίζονται κατόπιν τῶν χθεσινῶν συνομιλιῶν μεταξύ τῶν ἐκπροσώπων τῶν ἐνδιαφερομένων κυβερνήσεων. Αἱ ἀρμόδιαι ὑπηρεσίαι ἔλαβον ὅλα τά ἀπαιτούμενα μέτρα διά τήν ἀντιμετώπισιν τῆς καταστάσεως, ἐνῷ ἀναμένονται νεώτεραι ἀνακοινώσεις ἐντός τῆς ἡμέρας.: [725, 161, 1216, 213]
- article-body: Ἀθῆναι, 6. — Ὑπό τοῦ Γ.Ε.Α. ἐξεδόθη ἡ ἀκόλουθος ἀνακοίνωσις. Ἐκ τῶν ἐπισήμων πληροφοριῶν προκύπτει ὅτι ἡ κατάστασις ἐξελίσσεται ὁμαλῶς καί αἱ διαπραγματεύσεις συνεχίζονται κατόπιν τῶν χθεσινῶν συνομιλιῶν μεταξύ τῶν ἐκπροσώπων τῶν ἐνδιαφερομένων κυβερνήσεων. Αἱ ἀρμόδιαι ὑπηρεσίαι ἔλαβον ὅλα τά ἀπαιτούμενα μέτρα διά τήν ἀντιμετώπισιν τῆς καταστάσεως, ἐνῷ ἀναμένονται νεώτεραι ἀνακοινώσεις ἐντός τῆς ἡμέρας.: [8, 838, 164, 981]
- article-germany: [175, 458, 514, 770]
- article-body: Ἀθῆναι, 6. — Ὑπό τοῦ Γ.Ε.Α. ἐξεδόθη ἡ ἀκόλουθος ἀνακοίνωσις. Ἐκ τῶν ἐπισήμων πληροφοριῶν προκύπτει ὅτι ἡ κατάστασις ἐξελίσσεται ὁμαλῶς καί αἱ διαπραγματεύσεις συνεχίζονται κατόπιν τῶν χθεσινῶν συνομιλιῶν μεταξύ τῶν ἐκπροσώπων τῶν ἐνδιαφερομένων κυβερνήσεων. Αἱ ἀρμόδιαι ὑπηρεσίαι ἔλαβον ὅλα τά ἀπαιτούμενα μέτρα διά τήν ἀντιμετώπισιν τῆς καταστάσεως, ἐνῷ ἀναμένονται νεώτεραι ἀνακοινώσεις ἐντός τῆς ἡμέρας.: [725, 1357, 1216, 1409]
- article: [5, 603, 167, 808]
- article-olivetti: [722, 1725, 1219, 1800]
- article-body: Ἀθῆναι, 6. — Ὑπό τοῦ Γ.Ε.Α. ἐξεδόθη ἡ ἀκόλουθος ἀνακοίνωσις. Ἐκ τῶν ἐπισήμων πληροφοριῶν προκύπτει ὅτι ἡ κατάστασις ἐξελίσσεται ὁμαλῶς καί αἱ διαπραγματεύσεις συνεχίζονται κατόπιν τῶν χθεσινῶν συνομιλιῶν μεταξύ τῶν ἐκπροσώπων τῶν ἐνδιαφερομένων κυβερνήσεων. Αἱ ἀρμόδιαι ὑπηρεσίαι ἔλαβον ὅλα τά ἀπαιτούμενα μέτρα διά τήν ἀντιμετώπισιν τῆς καταστάσεως, ἐνῷ ἀναμένονται νεώτεραι ἀνακοινώσεις ἐντός τῆς ἡμέρας.: [1230, 1954, 1381, 2097]
- subheading: ΜΑΧΗ ΜΕ ΤΥΝΗΣΙΟΥΣ: [919, 1567, 1022, 1579]
- column-rule: [518, 7, 519, 2069]
- headline: ΠΡΟΣ ΣΥΓΚΕΝΤΡΩΣΙΝ ΤΩΝ ΞΕΝΩΝ ΤΟΥΡΙΣΤΩΝ: [11, 2050, 161, 2076]
- photo-caption: Ὁ κ. καί ἡ κ. Κόμπτον: [569, 1734, 667, 1745]
- article: [1228, 1719, 1384, 1912]
- subheading: ΤΙ ΛΕΓΕΙ ΤΟ ΒΕΛΙΓΡΑΔΙΟΝ: [910, 752, 1031, 763]
- article-dulles: [175, 770, 514, 1039]
- article: [5, 7, 167, 399]
- subheading: ΗΜΕΡΗΣΙΑ ΔΙΑΤΑΓΗ: [924, 1212, 1017, 1224]
- subheading: ΤΙ ΚΑΤΑΓΓΕΛΛΕΙ Ο ΛΙΒΑΝΟΣ: [905, 356, 1037, 367]
- article: [523, 303, 714, 599]
- article: [523, 600, 714, 772]
- article-body: Ἀθῆναι, 6. — Ὑπό τοῦ Γ.Ε.Α. ἐξεδόθη ἡ ἀκόλουθος ἀνακοίνωσις. Ἐκ τῶν ἐπισήμων πληροφοριῶν προκύπτει ὅτι ἡ κατάστασις ἐξελίσσεται ὁμαλῶς καί αἱ διαπραγματεύσεις συνεχίζονται κατόπιν τῶν χθεσινῶν συνομιλιῶν μεταξύ τῶν ἐκπροσώπων τῶν ἐνδιαφερομένων κυβερνήσεων. Αἱ ἀρμόδιαι ὑπηρεσίαι ἔλαβον ὅλα τά ἀπαιτούμενα μέτρα διά τήν ἀντιμετώπισιν τῆς καταστάσεως, ἐνῷ ἀναμένονται νεώτεραι ἀνακοινώσεις ἐντός τῆς ἡμέρας.: [178, 1434, 511, 1505]
- article-body: Ἀθῆναι, 6. — Ὑπό τοῦ Γ.Ε.Α. ἐξεδόθη ἡ ἀκόλουθος ἀνακοίνωσις. Ἐκ τῶν ἐπισήμων πληροφοριῶν προκύπτει ὅτι ἡ κατάστασις ἐξελίσσεται ὁμαλῶς καί αἱ διαπραγματεύσεις συνεχίζονται κατόπιν τῶν χθεσινῶν συνομιλιῶν μεταξύ τῶν ἐκπροσώπων τῶν ἐνδιαφερομένων κυβερνήσεων. Αἱ ἀρμόδιαι ὑπηρεσίαι ἔλαβον ὅλα τά ἀπαιτούμενα μέτρα διά τήν ἀντιμετώπισιν τῆς καταστάσεως, ἐνῷ ἀναμένονται νεώτεραι ἀνακοινώσεις ἐντός τῆς ἡμέρας.: [178, 527, 511, 599]
- article-body: Ἀθῆναι, 6. — Ὑπό τοῦ Γ.Ε.Α. ἐξεδόθη ἡ ἀκόλουθος ἀνακοίνωσις. Ἐκ τῶν ἐπισήμων πληροφοριῶν προκύπτει ὅτι ἡ κατάστασις ἐξελίσσεται ὁμαλῶς καί αἱ διαπραγματεύσεις συνεχίζονται κατόπιν τῶν χθεσινῶν συνομιλιῶν μεταξύ τῶν ἐκπροσώπων τῶν ἐνδιαφερομένων κυβερνήσεων. Αἱ ἀρμόδιαι ὑπηρεσίαι ἔλαβον ὅλα τά ἀπαιτούμενα μέτρα διά τήν ἀντιμετώπισιν τῆς καταστάσεως, ἐνῷ ἀναμένονται νεώτεραι ἀνακοινώσεις ἐντός τῆς ἡμέρας.: [525, 641, 711, 764]
- article-body: Ἀθῆναι, 6. — Ὑπό τοῦ Γ.Ε.Α. ἐξεδόθη ἡ ἀκόλουθος ἀνακοίνωσις. Ἐκ τῶν ἐπισήμων πληροφοριῶν προκύπτει ὅτι ἡ κατάστασις ἐξελίσσεται ὁμαλῶς καί αἱ διαπραγματεύσεις συνεχίζονται κατόπιν τῶν χθεσινῶν συνομιλιῶν μεταξύ τῶν ἐκπροσώπων τῶν ἐνδιαφερομένων κυβερνήσεων. Αἱ ἀρμόδιαι ὑπηρεσίαι ἔλαβον ὅλα τά ἀπαιτούμενα μέτρα διά τήν ἀντιμετώπισιν τῆς καταστάσεως, ἐνῷ ἀναμένονται νεώτεραι ἀνακοινώσεις ἐντός τῆς ἡμέρας.: [725, 1580, 1216, 1632]
- headline: ΑΘΕΜΙΤΟΣ ΣΥΝΑΓΩΝΙΣΜΟΣ ΞΕΝΩΝ ΣΙΔΗΡΟΒΙΟΜΗΧΑΝΙΩΝ ΕΙΣ ΒΑΡΟΣ ΤΩΝ ΕΛΛΗΝΙΚΩΝ: [188, 1042, 502, 1111]
- dateline: ΡΩΜΗ, 6. (ΑΥΠ). — Ὁ ἀδελφός τοῦ Κλήρου Θάλλκου Μονοπόλοιτο ἐξελέγη καί κατά τάς ψηφοφορίας ἀρχηγός τοῦ κόμματος.: [8, 61, 164, 102]
- article-body: Ἀθῆναι, 6. — Ὑπό τοῦ Γ.Ε.Α. ἐξεδόθη ἡ ἀκόλουθος ἀνακοίνωσις. Ἐκ τῶν ἐπισήμων πληροφοριῶν προκύπτει ὅτι ἡ κατάστασις ἐξελίσσεται ὁμαλῶς καί αἱ διαπραγματεύσεις συνεχίζονται κατόπιν τῶν χθεσινῶν συνομιλιῶν μεταξύ τῶν ἐκπροσώπων τῶν ἐνδιαφερομένων κυβερνήσεων. Αἱ ἀρμόδιαι ὑπηρεσίαι ἔλαβον ὅλα τά ἀπαιτούμενα μέτρα διά τήν ἀντιμετώπισιν τῆς καταστάσεως, ἐνῷ ἀναμένονται νεώτεραι ἀνακοινώσεις ἐντός τῆς ἡμέρας.: [725, 1156, 1216, 1207]
- subheading: ΣΧΟΛΙΑ ΤΗΣ «ΠΡΑΒΔΑ»: [915, 218, 1026, 229]
- article: [1228, 1912, 1384, 2105]
- headline: Η ΡΩΣΣΙΑ ΚΑΤΑ ΤΟΝ κ. ΝΤΑΛΛΕΣ ΔΕΝ ΕΠΙΘΥΜΕΙ ΤΟΝ ΠΟΛΕΜΟΝ ΚΑΙ ΥΠΑΡΧΕ ΚΑΤΑ ΣΥΝΕΠΕΙΑΝ ΕΔΑΦΟΣ ΔΙΑΠΡΑΓΜΑΤΕΥΣΕΩΝ: [190, 253, 499, 368]
- headline: Η ΤΟΥΡΚΙΑ ΟΦΕΙΛΕΙ ΝΑ ΛΑΒΗ ΜΕΤΡΑ ΔΙΑ ΤΑ ΟΙΚΟΝΟΜΙΚΑ ΤΗΣ: [20, 1521, 152, 1559]
- article-body: Ἀθῆναι, 6. — Ὑπό τοῦ Γ.Ε.Α. ἐξεδόθη ἡ ἀκόλουθος ἀνακοίνωσις. Ἐκ τῶν ἐπισήμων πληροφοριῶν προκύπτει ὅτι ἡ κατάστασις ἐξελίσσεται ὁμαλῶς καί αἱ διαπραγματεύσεις συνεχίζονται κατόπιν τῶν χθεσινῶν συνομιλιῶν μεταξύ τῶν ἐκπροσώπων τῶν ἐνδιαφερομένων κυβερνήσεων. Αἱ ἀρμόδιαι ὑπηρεσίαι ἔλαβον ὅλα τά ἀπαιτούμενα μέτρα διά τήν ἀντιμετώπισιν τῆς καταστάσεως, ἐνῷ ἀναμένονται νεώτεραι ἀνακοινώσεις ἐντός τῆς ἡμέρας.: [725, 818, 1216, 869]
- article: [1228, 1527, 1384, 1719]
- headline: Η ΓΑΛΛΙΑ ΘΑ ΣΥΝΑΨΗ ΔΑΝΕΙΟΝ ΕΙΣ ΧΡΥΣΟΝ ΤΗ ΞΕΝΩΝ ΣΥΝΑΛΛΑΓΜΑ: [1235, 1337, 1376, 1375]
- headline: ΕΞΗΚΟΝΤΑ ΔΙΕΘΝΗ ΜΑΤΣ ΘΑ ΔΩΣΟΥΝ ΑΙ ΡΩΣΙΚΑΙ ΟΜΑΔΕΣ: [1234, 1529, 1377, 1567]
- article-body: Ἀθῆναι, 6. — Ὑπό τοῦ Γ.Ε.Α. ἐξεδόθη ἡ ἀκόλουθος ἀνακοίνωσις. Ἐκ τῶν ἐπισήμων πληροφοριῶν προκύπτει ὅτι ἡ κατάστασις ἐξελίσσεται ὁμαλῶς καί αἱ διαπραγματεύσεις συνεχίζονται κατόπιν τῶν χθεσινῶν συνομιλιῶν μεταξύ τῶν ἐκπροσώπων τῶν ἐνδιαφερομένων κυβερνήσεων. Αἱ ἀρμόδιαι ὑπηρεσίαι ἔλαβον ὅλα τά ἀπαιτούμενα μέτρα διά τήν ἀντιμετώπισιν τῆς καταστάσεως, ἐνῷ ἀναμένονται νεώτεραι ἀνακοινώσεις ἐντός τῆς ἡμέρας.: [525, 937, 711, 1060]
- article: [5, 2048, 167, 2229]
- article-body: Ἀθῆναι, 6. — Ὑπό τοῦ Γ.Ε.Α. ἐξεδόθη ἡ ἀκόλουθος ἀνακοίνωσις. Ἐκ τῶν ἐπισήμων πληροφοριῶν προκύπτει ὅτι ἡ κατάστασις ἐξελίσσεται ὁμαλῶς καί αἱ διαπραγματεύσεις συνεχίζονται κατόπιν τῶν χθεσινῶν συνομιλιῶν μεταξύ τῶν ἐκπροσώπων τῶν ἐνδιαφερομένων κυβερνήσεων. Αἱ ἀρμόδιαι ὑπηρεσίαι ἔλαβον ὅλα τά ἀπαιτούμενα μέτρα διά τήν ἀντιμετώπισιν τῆς καταστάσεως, ἐνῷ ἀναμένονται νεώτεραι ἀνακοινώσεις ἐντός τῆς ἡμέρας.: [8, 1174, 164, 1318]
- headline: Η ΟΛΟΜΕΛΕΙΑ ΤΗΣ ΓΣΕΕ: [17, 2411, 155, 2425]
- headline: ΕΤΑΞΙΔΕΥΣΕ ΛΑΘΡΑΙΩΣ ΕΠΙ ΤΟΥ ΥΠΕΡΩΚΕΑΝΕΙΟΥ ΕΠΙΖΗΤΩΝ ΝΑ ΦΘΑΣΗ ΕΙΣ ΤΑΡΠΟΝ ΣΠΡΙΓΚΣ: [529, 10, 708, 48]
- article-body: Ἀθῆναι, 6. — Ὑπό τοῦ Γ.Ε.Α. ἐξεδόθη ἡ ἀκόλουθος ἀνακοίνωσις. Ἐκ τῶν ἐπισήμων πληροφοριῶν προκύπτει ὅτι ἡ κατάστασις ἐξελίσσεται ὁμαλῶς καί αἱ διαπραγματεύσεις συνεχίζονται κατόπιν τῶν χθεσινῶν συνομιλιῶν μεταξύ τῶν ἐκπροσώπων τῶν ἐνδιαφερομένων κυβερνήσεων. Αἱ ἀρμόδιαι ὑπηρεσίαι ἔλαβον ὅλα τά ἀπαιτούμενα μέτρα διά τήν ἀντιμετώπισιν τῆς καταστάσεως, ἐνῷ ἀναμένονται νεώτεραι ἀνακοινώσεις ἐντός τῆς ἡμέρας.: [525, 1382, 711, 1504]
- article-body: Ἀθῆναι, 6. — Ὑπό τοῦ Γ.Ε.Α. ἐξεδόθη ἡ ἀκόλουθος ἀνακοίνωσις. Ἐκ τῶν ἐπισήμων πληροφοριῶν προκύπτει ὅτι ἡ κατάστασις ἐξελίσσεται ὁμαλῶς καί αἱ διαπραγματεύσεις συνεχίζονται κατόπιν τῶν χθεσινῶν συνομιλιῶν μεταξύ τῶν ἐκπροσώπων τῶν ἐνδιαφερομένων κυβερνήσεων. Αἱ ἀρμόδιαι ὑπηρεσίαι ἔλαβον ὅλα τά ἀπαιτούμενα μέτρα διά τήν ἀντιμετώπισιν τῆς καταστάσεως, ἐνῷ ἀναμένονται νεώτεραι ἀνακοινώσεις ἐντός τῆς ἡμέρας.: [178, 1112, 511, 1183]
- column-rule: [718, 7, 719, 2069]
- article-body: Ἀθῆναι, 6. — Ὑπό τοῦ Γ.Ε.Α. ἐξεδόθη ἡ ἀκόλουθος ἀνακοίνωσις. Ἐκ τῶν ἐπισήμων πληροφοριῶν προκύπτει ὅτι ἡ κατάστασις ἐξελίσσεται ὁμαλῶς καί αἱ διαπραγματεύσεις συνεχίζονται κατόπιν τῶν χθεσινῶν συνομιλιῶν μεταξύ τῶν ἐκπροσώπων τῶν ἐνδιαφερομένων κυβερνήσεων. Αἱ ἀρμόδιαι ὑπηρεσίαι ἔλαβον ὅλα τά ἀπαιτούμενα μέτρα διά τήν ἀντιμετώπισιν τῆς καταστάσεως, ἐνῷ ἀναμένονται νεώτεραι ἀνακοινώσεις ἐντός τῆς ἡμέρας.: [8, 657, 164, 800]
- article-body: Ἀθῆναι, 6. — Ὑπό τοῦ Γ.Ε.Α. ἐξεδόθη ἡ ἀκόλουθος ἀνακοίνωσις. Ἐκ τῶν ἐπισήμων πληροφοριῶν προκύπτει ὅτι ἡ κατάστασις ἐξελίσσεται ὁμαλῶς καί αἱ διαπραγματεύσεις συνεχίζονται κατόπιν τῶν χθεσινῶν συνομιλιῶν μεταξύ τῶν ἐκπροσώπων τῶν ἐνδιαφερομένων κυβερνήσεων. Αἱ ἀρμόδιαι ὑπηρεσίαι ἔλαβον ὅλα τά ἀπαιτούμενα μέτρα διά τήν ἀντιμετώπισιν τῆς καταστάσεως, ἐνῷ ἀναμένονται νεώτεραι ἀνακοινώσεις ἐντός τῆς ἡμέρας.: [725, 765, 1216, 816]
- deck: ἐπί τοῦ θέματος τῆς συγκλήσεως: [240, 843, 450, 862]
- article-body: Ἀθῆναι, 6. — Ὑπό τοῦ Γ.Ε.Α. ἐξεδόθη ἡ ἀκόλουθος ἀνακοίνωσις. Ἐκ τῶν ἐπισήμων πληροφοριῶν προκύπτει ὅτι ἡ κατάστασις ἐξελίσσεται ὁμαλῶς καί αἱ διαπραγματεύσεις συνεχίζονται κατόπιν τῶν χθεσινῶν συνομιλιῶν μεταξύ τῶν ἐκπροσώπων τῶν ἐνδιαφερομένων κυβερνήσεων. Αἱ ἀρμόδιαι ὑπηρεσίαι ἔλαβον ὅλα τά ἀπαιτούμενα μέτρα διά τήν ἀντιμετώπισιν τῆς καταστάσεως, ἐνῷ ἀναμένονται νεώτεραι ἀνακοινώσεις ἐντός τῆς ἡμέρας.: [8, 1560, 164, 1703]
- subheading: ΤΟΡΑ: [958, 1143, 984, 1154]
- article-body: Ἀθῆναι, 6. — Ὑπό τοῦ Γ.Ε.Α. ἐξεδόθη ἡ ἀκόλουθος ἀνακοίνωσις. Ἐκ τῶν ἐπισήμων πληροφοριῶν προκύπτει ὅτι ἡ κατάστασις ἐξελίσσεται ὁμαλῶς καί αἱ διαπραγματεύσεις συνεχίζονται κατόπιν τῶν χθεσινῶν συνομιλιῶν μεταξύ τῶν ἐκπροσώπων τῶν ἐνδιαφερομένων κυβερνήσεων. Αἱ ἀρμόδιαι ὑπηρεσίαι ἔλαβον ὅλα τά ἀπαιτούμενα μέτρα διά τήν ἀντιμετώπισιν τῆς καταστάσεως, ἐνῷ ἀναμένονται νεώτεραι ἀνακοινώσεις ἐντός τῆς ἡμέρας.: [1230, 2133, 1381, 2277]
- article-body: Ἀθῆναι, 6. — Ὑπό τοῦ Γ.Ε.Α. ἐξεδόθη ἡ ἀκόλουθος ἀνακοίνωσις. Ἐκ τῶν ἐπισήμων πληροφοριῶν προκύπτει ὅτι ἡ κατάστασις ἐξελίσσεται ὁμαλῶς καί αἱ διαπραγματεύσεις συνεχίζονται κατόπιν τῶν χθεσινῶν συνομιλιῶν μεταξύ τῶν ἐκπροσώπων τῶν ἐνδιαφερομένων κυβερνήσεων. Αἱ ἀρμόδιαι ὑπηρεσίαι ἔλαβον ὅλα τά ἀπαιτούμενα μέτρα διά τήν ἀντιμετώπισιν τῆς καταστάσεως, ἐνῷ ἀναμένονται νεώτεραι ἀνακοινώσεις ἐντός τῆς ἡμέρας.: [8, 1030, 164, 1173]
- article-body: Ἀθῆναι, 6. — Ὑπό τοῦ Γ.Ε.Α. ἐξεδόθη ἡ ἀκόλουθος ἀνακοίνωσις. Ἐκ τῶν ἐπισήμων πληροφοριῶν προκύπτει ὅτι ἡ κατάστασις ἐξελίσσεται ὁμαλῶς καί αἱ διαπραγματεύσεις συνεχίζονται κατόπιν τῶν χθεσινῶν συνομιλιῶν μεταξύ τῶν ἐκπροσώπων τῶν ἐνδιαφερομένων κυβερνήσεων. Αἱ ἀρμόδιαι ὑπηρεσίαι ἔλαβον ὅλα τά ἀπαιτούμενα μέτρα διά τήν ἀντιμετώπισιν τῆς καταστάσεως, ἐνῷ ἀναμένονται νεώτεραι ἀνακοινώσεις ἐντός τῆς ἡμέρας.: [1230, 798, 1381, 942]
- article-body: Ἀθῆναι, 6. — Ὑπό τοῦ Γ.Ε.Α. ἐξεδόθη ἡ ἀκόλουθος ἀνακοίνωσις. Ἐκ τῶν ἐπισήμων πληροφοριῶν προκύπτει ὅτι ἡ κατάστασις ἐξελίσσεται ὁμαλῶς καί αἱ διαπραγματεύσεις συνεχίζονται κατόπιν τῶν χθεσινῶν συνομιλιῶν μεταξύ τῶν ἐκπροσώπων τῶν ἐνδιαφερομένων κυβερνήσεων. Αἱ ἀρμόδιαι ὑπηρεσίαι ἔλαβον ὅλα τά ἀπαιτούμενα μέτρα διά τήν ἀντιμετώπισιν τῆς καταστάσεως, ἐνῷ ἀναμένονται νεώτεραι ἀνακοινώσεις ἐντός τῆς ἡμέρας.: [1230, 1183, 1381, 1326]
- article-lebanon: [722, 7, 1219, 498]
- subheading: ΘΑ ΣΥΝΕΧΙΣΘΗ ΤΗΝ ΤΡΙΤΗΝ: [905, 425, 1037, 437]
- headline: ΑΜΕΡΙΚΑΝΟΣ ΠΑΛΙΝ ΕΞΕΛΕΓΗ ΑΡΧΗΓΟΣ ΤΟΥ ΠΑΓΚΟΣΜΙΟΥ ΤΑΓΜΑΤΟΣ ΤΩΝ ΚΑΠΟΥΤΣΙΝΩΝ: [16, 10, 155, 60]
- article-body: Ἀθῆναι, 6. — Ὑπό τοῦ Γ.Ε.Α. ἐξεδόθη ἡ ἀκόλουθος ἀνακοίνωσις. Ἐκ τῶν ἐπισήμων πληροφοριῶν προκύπτει ὅτι ἡ κατάστασις ἐξελίσσεται ὁμαλῶς καί αἱ διαπραγματεύσεις συνεχίζονται κατόπιν τῶν χθεσινῶν συνομιλιῶν μεταξύ τῶν ἐκπροσώπων τῶν ἐνδιαφερομένων κυβερνήσεων. Αἱ ἀρμόδιαι ὑπηρεσίαι ἔλαβον ὅλα τά ἀπαιτούμενα μέτρα διά τήν ἀντιμετώπισιν τῆς καταστάσεως, ἐνῷ ἀναμένονται νεώτεραι ἀνακοινώσεις ἐντός τῆς ἡμέρας.: [725, 1495, 1216, 1547]
- article-body: Ἀθῆναι, 6. — Ὑπό τοῦ Γ.Ε.Α. ἐξεδόθη ἡ ἀκόλουθος ἀνακοίνωσις. Ἐκ τῶν ἐπισήμων πληροφοριῶν προκύπτει ὅτι ἡ κατάστασις ἐξελίσσεται ὁμαλῶς καί αἱ διαπραγματεύσεις συνεχίζονται κατόπιν τῶν χθεσινῶν συνομιλιῶν μεταξύ τῶν ἐκπροσώπων τῶν ἐνδιαφερομένων κυβερνήσεων. Αἱ ἀρμόδιαι ὑπηρεσίαι ἔλαβον ὅλα τά ἀπαιτούμενα μέτρα διά τήν ἀντιμετώπισιν τῆς καταστάσεως, ἐνῷ ἀναμένονται νεώτεραι ἀνακοινώσεις ἐντός τῆς ἡμέρας.: [725, 1666, 1216, 1717]
- column-2: [175, 7, 514, 2069]
- article-body: Ἀθῆναι, 6. — Ὑπό τοῦ Γ.Ε.Α. ἐξεδόθη ἡ ἀκόλουθος ἀνακοίνωσις. Ἐκ τῶν ἐπισήμων πληροφοριῶν προκύπτει ὅτι ἡ κατάστασις ἐξελίσσεται ὁμαλῶς καί αἱ διαπραγματεύσεις συνεχίζονται κατόπιν τῶν χθεσινῶν συνομιλιῶν μεταξύ τῶν ἐκπροσώπων τῶν ἐνδιαφερομένων κυβερνήσεων. Αἱ ἀρμόδιαι ὑπηρεσίαι ἔλαβον ὅλα τά ἀπαιτούμενα μέτρα διά τήν ἀντιμετώπισιν τῆς καταστάσεως, ἐνῷ ἀναμένονται νεώτεραι ἀνακοινώσεις ἐντός τῆς ἡμέρας.: [725, 1226, 1216, 1277]
- headline: ΗΡΧΙΣΑΝ ΕΙΣ ΤΗΝ ΕΚΘΕΣΙΝ ΤΩΝ ΒΡΥΞΕΛΛΩΝ ΑΙ ΠΑΡΑΣΤΑΣΕΙΣ ΤΟΥ ΑΜΕΡΙΚΑΝΙΚΟΥ ΘΕΑΤΡΟΥ: [183, 1193, 506, 1243]
- subheadline: ΗΜΕΡΗΣΙΑ ΔΙΑΤΑΓΗ ΠΡΟΣ ΤΟΝ ΓΑΛΛΙΚΟΝ ΣΤΡΑΤΟΝ: [725, 1034, 1216, 1084]
- article: [1228, 950, 1384, 1142]
- article-body: Ἀθῆναι, 6. — Ὑπό τοῦ Γ.Ε.Α. ἐξεδόθη ἡ ἀκόλουθος ἀνακοίνωσις. Ἐκ τῶν ἐπισήμων πληροφοριῶν προκύπτει ὅτι ἡ κατάστασις ἐξελίσσεται ὁμαλῶς καί αἱ διαπραγματεύσεις συνεχίζονται κατόπιν τῶν χθεσινῶν συνομιλιῶν μεταξύ τῶν ἐκπροσώπων τῶν ἐνδιαφερομένων κυβερνήσεων. Αἱ ἀρμόδιαι ὑπηρεσίαι ἔλαβον ὅλα τά ἀπαιτούμενα μέτρα διά τήν ἀντιμετώπισιν τῆς καταστάσεως, ἐνῷ ἀναμένονται νεώτεραι ἀνακοινώσεις ἐντός τῆς ἡμέρας.: [178, 690, 511, 762]
- article-body: Ἀθῆναι, 6. — Ὑπό τοῦ Γ.Ε.Α. ἐξεδόθη ἡ ἀκόλουθος ἀνακοίνωσις. Ἐκ τῶν ἐπισήμων πληροφοριῶν προκύπτει ὅτι ἡ κατάστασις ἐξελίσσεται ὁμαλῶς καί αἱ διαπραγματεύσεις συνεχίζονται κατόπιν τῶν χθεσινῶν συνομιλιῶν μεταξύ τῶν ἐκπροσώπων τῶν ἐνδιαφερομένων κυβερνήσεων. Αἱ ἀρμόδιαι ὑπηρεσίαι ἔλαβον ὅλα τά ἀπαιτούμενα μέτρα διά τήν ἀντιμετώπισιν τῆς καταστάσεως, ἐνῷ ἀναμένονται νεώτεραι ἀνακοινώσεις ἐντός τῆς ἡμέρας.: [525, 345, 711, 467]
- headline: ΑΙ ΑΚΡΙΔΕΣ ΑΝΤΙΔΡΟΥΝ ΕΙΣ ΤΑ ΕΝΤΟΜΟΚΤΟΝΑ: [10, 2231, 162, 2257]
- subheadline: ΕΦΟΝΕΥΘΗ Ο ΠΙΛΟΤΟΣ ΤΟΥ ΙΚΑΡΟΣ Σ. ΣΤΑΥΡΟΥΛΑΚΗΣ: [204, 123, 485, 157]
- column-4-5: [722, 7, 1219, 2069]
- article: [5, 989, 167, 1326]
- subheading: ΕΥΤΥΧΩΣ ΟΜΩΣ ΑΝΕΥ ΑΠΕΥΚΤΑΙΟΥ: [1253, 76, 1359, 98]
- article-body: Ἀθῆναι, 6. — Ὑπό τοῦ Γ.Ε.Α. ἐξεδόθη ἡ ἀκόλουθος ἀνακοίνωσις. Ἐκ τῶν ἐπισήμων πληροφοριῶν προκύπτει ὅτι ἡ κατάστασις ἐξελίσσεται ὁμαλῶς καί αἱ διαπραγματεύσεις συνεχίζονται κατόπιν τῶν χθεσινῶν συνομιλιῶν μεταξύ τῶν ἐκπροσώπων τῶν ἐνδιαφερομένων κυβερνήσεων. Αἱ ἀρμόδιαι ὑπηρεσίαι ἔλαβον ὅλα τά ἀπαιτούμενα μέτρα διά τήν ἀντιμετώπισιν τῆς καταστάσεως, ἐνῷ ἀναμένονται νεώτεραι ἀνακοινώσεις ἐντός τῆς ἡμέρας.: [178, 617, 511, 688]
- headline: ΕΙΣ ΤΟ ΑΓΡΙΝΙΟΝ ΕΠΙΒΑΤΙΚΟΝ ΑΕΡΟΠΛΑΝΟΝ ΣΥΝΕΚΡΟΥΣΘΗ ΜΕ ΕΝΑ ΤΑΞΙ!: [1239, 10, 1373, 72]
- article-body: Ἀθῆναι, 6. — Ὑπό τοῦ Γ.Ε.Α. ἐξεδόθη ἡ ἀκόλουθος ἀνακοίνωσις. Ἐκ τῶν ἐπισήμων πληροφοριῶν προκύπτει ὅτι ἡ κατάστασις ἐξελίσσεται ὁμαλῶς καί αἱ διαπραγματεύσεις συνεχίζονται κατόπιν τῶν χθεσινῶν συνομιλιῶν μεταξύ τῶν ἐκπροσώπων τῶν ἐνδιαφερομένων κυβερνήσεων. Αἱ ἀρμόδιαι ὑπηρεσίαι ἔλαβον ὅλα τά ἀπαιτούμενα μέτρα διά τήν ἀντιμετώπισιν τῆς καταστάσεως, ἐνῷ ἀναμένονται νεώτεραι ἀνακοινώσεις ἐντός τῆς ἡμέρας.: [8, 1367, 164, 1510]
- article-body: Ἀθῆναι, 6. — Ὑπό τοῦ Γ.Ε.Α. ἐξεδόθη ἡ ἀκόλουθος ἀνακοίνωσις. Ἐκ τῶν ἐπισήμων πληροφοριῶν προκύπτει ὅτι ἡ κατάστασις ἐξελίσσεται ὁμαλῶς καί αἱ διαπραγματεύσεις συνεχίζονται κατόπιν τῶν χθεσινῶν συνομιλιῶν μεταξύ τῶν ἐκπροσώπων τῶν ἐνδιαφερομένων κυβερνήσεων. Αἱ ἀρμόδιαι ὑπηρεσίαι ἔλαβον ὅλα τά ἀπαιτούμενα μέτρα διά τήν ἀντιμετώπισιν τῆς καταστάσεως, ἐνῷ ἀναμένονται νεώτεραι ἀνακοινώσεις ἐντός τῆς ἡμέρας.: [725, 300, 1216, 352]
- headline: ΜΗΧΑΝΑΙ ΣΥΛΛΟΓΗΣ ΑΝΟΙΚΤΩΝ ΚΑΙ ΚΛΕΙΣΤΩΝ ΚΑΨΩΝ ΒΑΜΒΑΚΟΣ: [1234, 1144, 1378, 1182]
- column-3: [523, 7, 714, 2069]
